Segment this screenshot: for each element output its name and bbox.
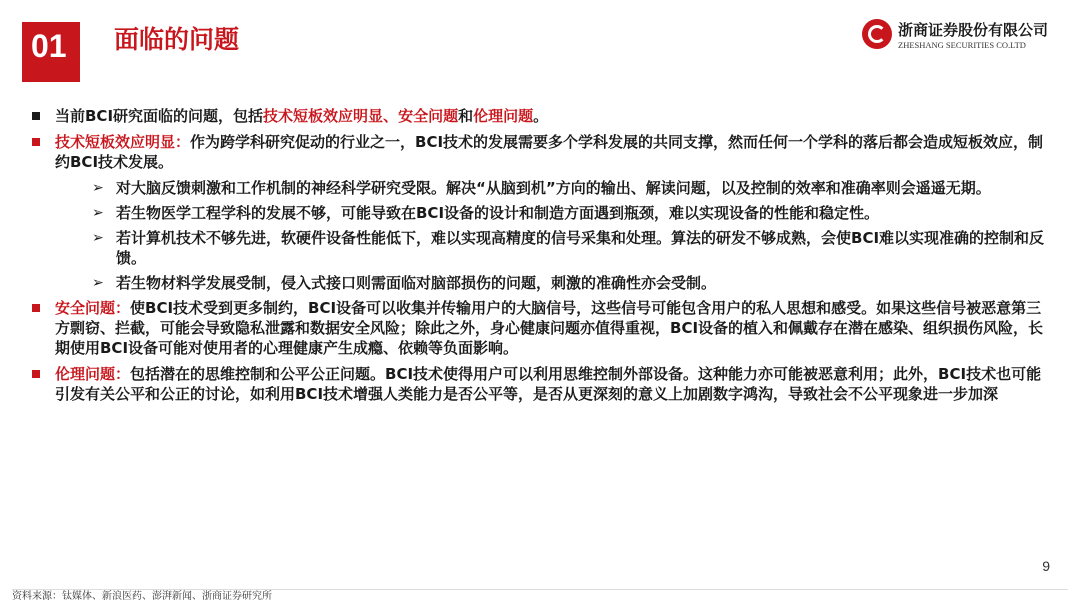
tech-item	[30, 228, 1050, 268]
intro-highlight-tech: 技术短板效应明显	[263, 107, 384, 125]
arrow-bullet-icon: ➢	[92, 230, 104, 246]
ethics-label: 伦理问题：	[55, 365, 131, 383]
square-bullet-icon	[32, 304, 40, 312]
intro-highlight-ethics: 伦理问题	[473, 107, 534, 125]
square-bullet-icon	[32, 112, 40, 120]
page-title: 面临的问题	[114, 25, 240, 54]
tech-item-text: 若计算机技术不够先进，软硬件设备性能低下，难以实现高精度的信号采集和处理。算法的研发不够成熟，会使BCI难以实现准确的控制和反馈。	[116, 229, 1045, 267]
tech-item	[30, 273, 1050, 293]
intro-separator-1: 、	[383, 107, 399, 125]
tech-item-text: 若生物医学工程学科的发展不够，可能导致在BCI设备的设计和制造方面遇到瓶颈，难以实现设备的性能和稳定性。	[116, 204, 880, 222]
arrow-bullet-icon: ➢	[92, 205, 104, 221]
logo-chinese-name: 浙商证券股份有限公司	[898, 21, 1049, 39]
tech-item-text: 对大脑反馈刺激和工作机制的神经科学研究受限。解决“从脑到机”方向的输出、解读问题，以及控制的效率和准确率则会遥遥无期。	[116, 179, 991, 197]
tech-label: 技术短板效应明显：	[55, 133, 191, 151]
square-bullet-icon	[32, 370, 40, 378]
company-logo-icon	[862, 19, 892, 49]
arrow-bullet-icon: ➢	[92, 275, 104, 291]
security-text: 使BCI技术受到更多制约，BCI设备可以收集并传输用户的大脑信号，这些信号可能包含用户的私人思想和感受。如果这些信号被恶意第三方剽窃、拦截，可能会导致隐私泄露和数据安全风险；除此之外，身心健康问题亦值得重视，BCI设备的植入和佩戴存在潜在感染、组织损伤风险，长期使用BCI设备可能对使用者的心理健康产生成瘾、依赖等负面影响。	[55, 299, 1044, 357]
ethics-text: 包括潜在的思维控制和公平公正问题。BCI技术使得用户可以利用思维控制外部设备。这种能力亦可能被恶意利用；此外，BCI技术也可能引发有关公平和公正的讨论，如利用BCI技术增强人类能力是否公平等，是否从更深刻的意义上加剧数字鸿沟，导致社会不公平现象进一步加深	[55, 365, 1042, 403]
tech-paragraph	[30, 132, 1050, 172]
square-bullet-icon	[32, 138, 40, 146]
intro-prefix: 当前BCI研究面临的问题，包括	[55, 107, 264, 125]
tech-item-text: 若生物材料学发展受制，侵入式接口则需面临对脑部损伤的问题，刺激的准确性亦会受制。	[116, 274, 717, 292]
intro-separator-2: 和	[458, 107, 474, 125]
intro-highlight-security: 安全问题	[398, 107, 459, 125]
security-paragraph	[30, 298, 1050, 358]
logo-english-name: ZHESHANG SECURITIES CO.LTD	[898, 40, 1026, 50]
tech-item	[30, 203, 1050, 223]
tech-item	[30, 178, 1050, 198]
ethics-paragraph	[30, 364, 1050, 404]
intro-suffix: 。	[533, 107, 549, 125]
tech-text: 作为跨学科研究促动的行业之一，BCI技术的发展需要多个学科发展的共同支撑，然而任何一个学科的落后都会造成短板效应，制约BCI技术发展。	[55, 133, 1044, 171]
arrow-bullet-icon: ➢	[92, 180, 104, 196]
intro-paragraph	[30, 106, 1050, 126]
security-label: 安全问题：	[55, 299, 131, 317]
slide-body	[30, 106, 1050, 410]
section-number-badge: 01	[22, 22, 80, 82]
company-logo	[862, 16, 1062, 56]
source-note: 资料来源：钛媒体、新浪医药、澎湃新闻、浙商证券研究所	[12, 591, 272, 602]
page-number: 9	[1042, 558, 1050, 574]
